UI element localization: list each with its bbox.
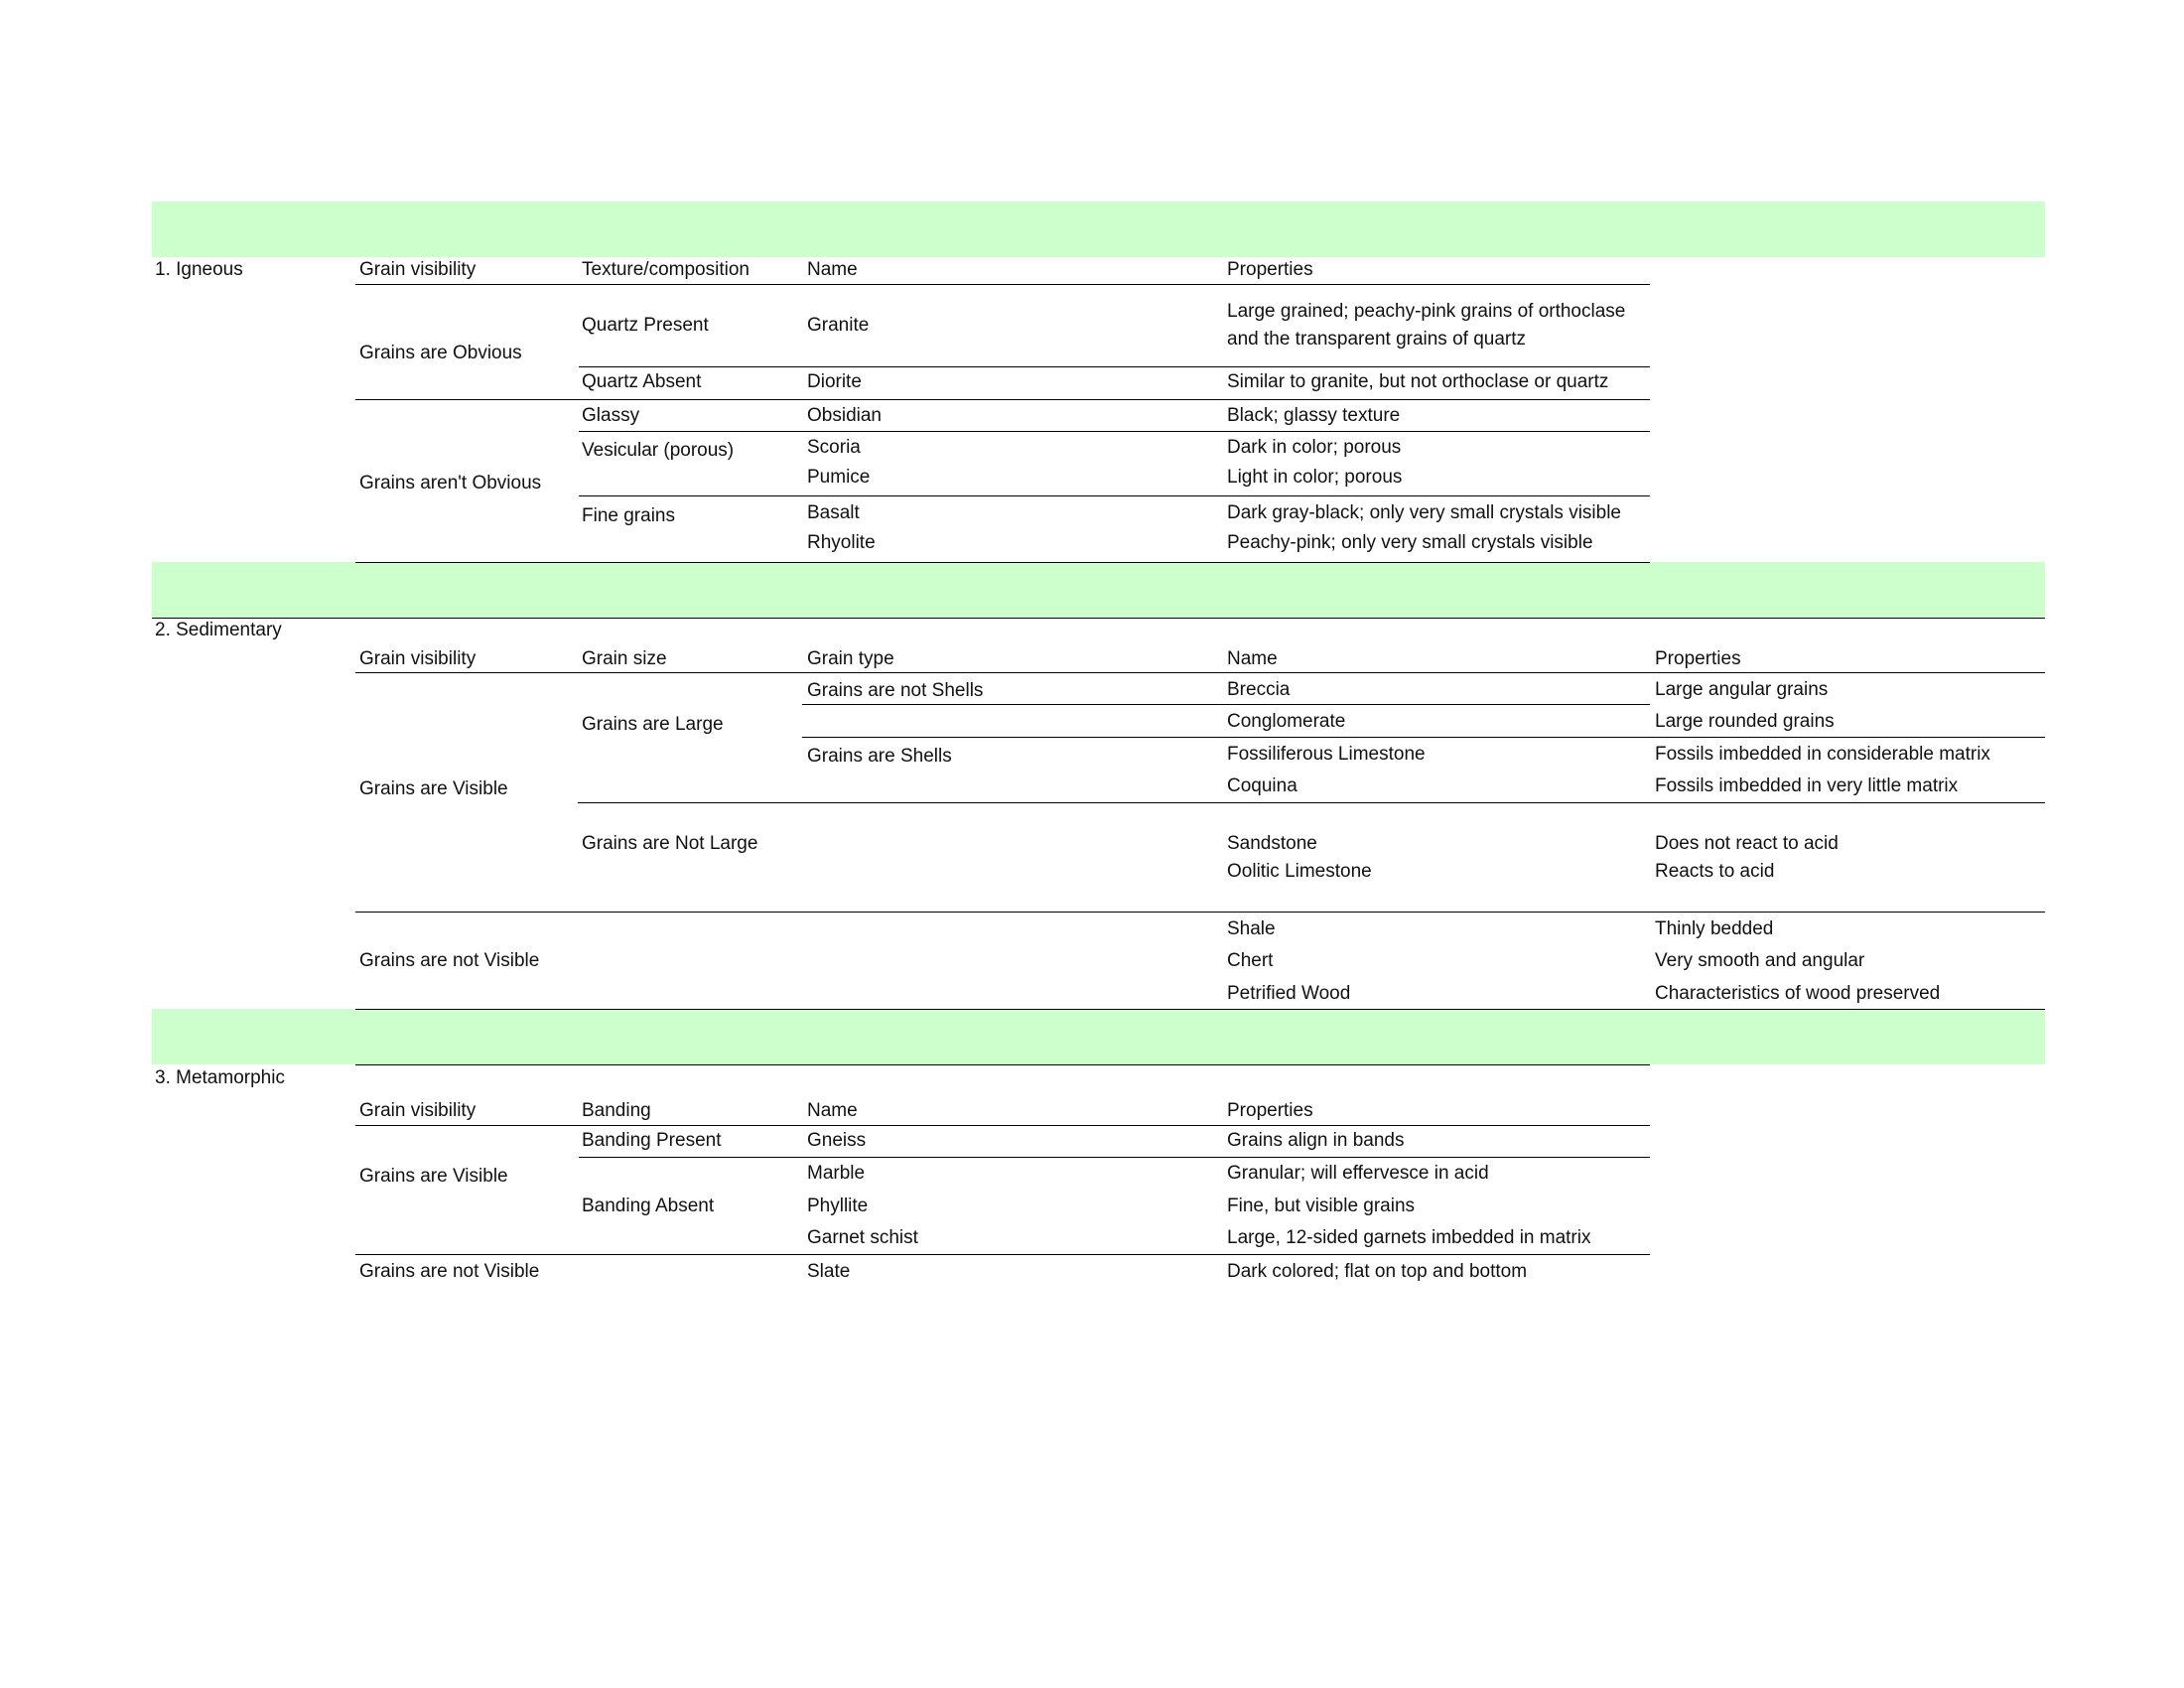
rock-name: Granite [807, 315, 870, 336]
rock-properties: Very smooth and angular [1655, 950, 1865, 971]
header-rule [355, 672, 2045, 673]
col-header-banding: Banding [582, 1100, 651, 1121]
section-band-middle [152, 562, 2045, 618]
section-band-bottom [152, 1009, 2045, 1064]
rock-properties: Dark gray-black; only very small crystals visible [1227, 502, 1621, 523]
table-bottom-rule [355, 1009, 2045, 1010]
rock-properties: Reacts to acid [1655, 861, 1775, 882]
rock-properties: Fossils imbedded in considerable matrix [1655, 744, 1990, 765]
col-header-grain-visibility: Grain visibility [359, 648, 477, 669]
rock-name: Breccia [1227, 679, 1291, 700]
col-header-properties: Properties [1227, 1100, 1313, 1121]
banding-absent: Banding Absent [582, 1196, 715, 1216]
rock-properties: Peachy-pink; only very small crystals visible [1227, 532, 1593, 553]
group-rule [355, 1254, 1650, 1255]
rock-name: Sandstone [1227, 833, 1317, 854]
rock-properties: Granular; will effervesce in acid [1227, 1163, 1489, 1184]
rock-name: Scoria [807, 437, 861, 458]
rock-properties: Large grained; peachy-pink grains of orthoclase [1227, 301, 1626, 322]
grain-visibility-not-obvious: Grains aren't Obvious [359, 473, 542, 493]
col-header-grain-visibility: Grain visibility [359, 1100, 477, 1121]
table-bottom-rule [355, 562, 1650, 563]
rock-name: Shale [1227, 918, 1276, 939]
row-rule [579, 495, 1650, 496]
group-rule [355, 912, 2045, 913]
rock-properties: Large angular grains [1655, 679, 1829, 700]
section-title-sedimentary: 2. Sedimentary [155, 620, 282, 640]
rock-name: Gneiss [807, 1130, 867, 1151]
col-header-name: Name [807, 1100, 858, 1121]
row-rule [579, 1157, 1650, 1158]
rock-name: Garnet schist [807, 1227, 918, 1248]
rock-properties: Large rounded grains [1655, 711, 1835, 732]
section-rule [355, 1064, 1650, 1065]
rock-properties: Large, 12-sided garnets imbedded in matrix [1227, 1227, 1591, 1248]
rock-name: Pumice [807, 467, 871, 488]
col-header-texture: Texture/composition [582, 259, 750, 280]
grain-visibility-not-visible: Grains are not Visible [359, 950, 540, 971]
rock-properties: Fine, but visible grains [1227, 1196, 1416, 1216]
texture-cell: Vesicular (porous) [582, 440, 735, 461]
rock-properties: Dark colored; flat on top and bottom [1227, 1261, 1528, 1282]
col-header-name: Name [1227, 648, 1278, 669]
col-header-properties: Properties [1227, 259, 1313, 280]
rock-properties: Thinly bedded [1655, 918, 1774, 939]
texture-cell: Quartz Present [582, 315, 709, 336]
rock-name: Basalt [807, 502, 860, 523]
rock-name: Petrified Wood [1227, 983, 1351, 1004]
grain-visibility-obvious: Grains are Obvious [359, 343, 522, 363]
group-rule [355, 399, 1650, 400]
texture-cell: Fine grains [582, 505, 675, 526]
banding-present: Banding Present [582, 1130, 722, 1151]
row-rule [802, 737, 2045, 738]
col-header-name: Name [807, 259, 858, 280]
rock-name: Conglomerate [1227, 711, 1346, 732]
rock-properties: Grains align in bands [1227, 1130, 1405, 1151]
grain-visibility-not-visible: Grains are not Visible [359, 1261, 540, 1282]
rock-name: Coquina [1227, 775, 1297, 796]
grain-size-large: Grains are Large [582, 714, 724, 735]
grain-visibility-visible: Grains are Visible [359, 1166, 508, 1187]
rock-name: Fossiliferous Limestone [1227, 744, 1426, 765]
header-rule [355, 284, 1650, 285]
texture-cell: Glassy [582, 405, 640, 426]
header-rule [355, 1125, 1650, 1126]
section-title-igneous: 1. Igneous [155, 259, 243, 280]
col-header-grain-visibility: Grain visibility [359, 259, 477, 280]
rock-name: Obsidian [807, 405, 882, 426]
col-header-grain-size: Grain size [582, 648, 667, 669]
texture-cell: Quartz Absent [582, 371, 702, 392]
rock-properties: Fossils imbedded in very little matrix [1655, 775, 1959, 796]
grain-type-shells: Grains are Shells [807, 746, 952, 767]
rock-name: Slate [807, 1261, 851, 1282]
rock-properties: Similar to granite, but not orthoclase or quartz [1227, 371, 1609, 392]
rock-name: Marble [807, 1163, 866, 1184]
rock-name: Phyllite [807, 1196, 869, 1216]
rock-properties: Characteristics of wood preserved [1655, 983, 1941, 1004]
grain-type-not-shells: Grains are not Shells [807, 680, 984, 701]
rock-properties: Black; glassy texture [1227, 405, 1401, 426]
row-rule [579, 431, 1650, 432]
rock-properties: and the transparent grains of quartz [1227, 329, 1527, 350]
rock-properties: Light in color; porous [1227, 467, 1403, 488]
section-title-metamorphic: 3. Metamorphic [155, 1067, 285, 1088]
rock-properties: Dark in color; porous [1227, 437, 1402, 458]
row-rule [579, 366, 1650, 367]
row-rule [802, 704, 1650, 705]
rock-name: Oolitic Limestone [1227, 861, 1372, 882]
row-rule [578, 802, 2045, 803]
section-band-top [152, 202, 2045, 257]
rock-name: Diorite [807, 371, 862, 392]
rock-name: Rhyolite [807, 532, 876, 553]
rock-name: Chert [1227, 950, 1274, 971]
rock-properties: Does not react to acid [1655, 833, 1839, 854]
col-header-grain-type: Grain type [807, 648, 894, 669]
grain-visibility-visible: Grains are Visible [359, 778, 508, 799]
col-header-properties: Properties [1655, 648, 1741, 669]
grain-size-not-large: Grains are Not Large [582, 833, 758, 854]
section-rule [152, 618, 2045, 619]
